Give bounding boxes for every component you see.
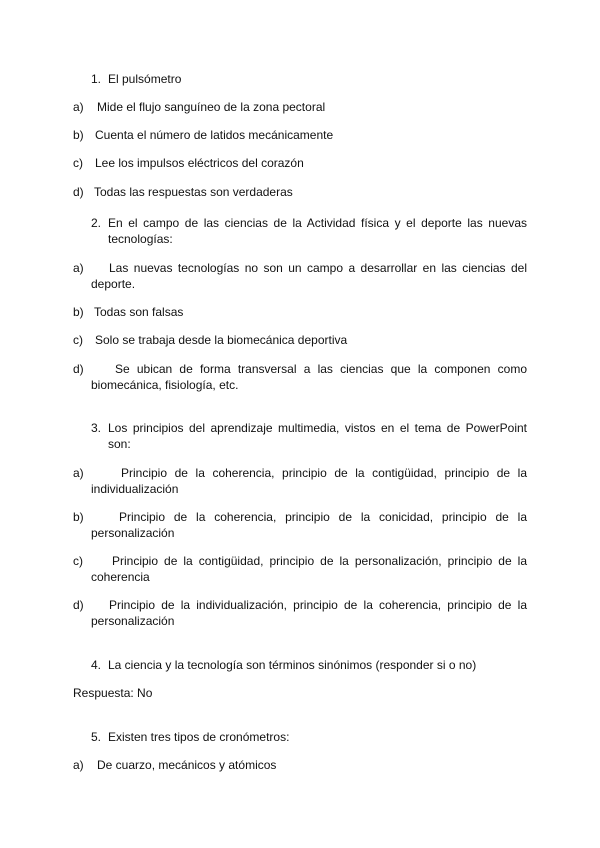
question-5 xyxy=(91,729,527,745)
question-text: La ciencia y la tecnología son términos sinónimos (responder si o no) xyxy=(108,658,477,672)
question-text: En el campo de las ciencias de la Actividad física y el deporte las nuevas tecnologías: xyxy=(108,216,527,246)
question-number: 5. xyxy=(91,730,102,744)
answer-text: Respuesta: No xyxy=(73,686,153,700)
option-letter: c) xyxy=(73,554,83,568)
question-number: 1. xyxy=(91,72,102,86)
question-3 xyxy=(91,420,527,452)
question-2-option-d xyxy=(73,361,527,393)
question-5-option-a xyxy=(73,757,527,773)
option-letter: b) xyxy=(73,510,84,524)
option-text: Solo se trabaja desde la biomecánica deportiva xyxy=(95,333,348,347)
question-1-option-b xyxy=(73,127,527,143)
option-text: Todas las respuestas son verdaderas xyxy=(94,185,293,199)
question-text: El pulsómetro xyxy=(108,72,182,86)
option-letter: d) xyxy=(73,598,84,612)
question-3-option-b xyxy=(73,509,527,541)
option-letter: a) xyxy=(73,466,84,480)
option-text: Principio de la individualización, principio de la coherencia, principio de la personalización xyxy=(91,598,527,628)
question-number: 2. xyxy=(91,216,102,230)
option-text: Principio de la coherencia, principio de la conicidad, principio de la personalización xyxy=(91,510,527,540)
question-3-option-c xyxy=(73,553,527,585)
question-1-option-c xyxy=(73,155,527,171)
option-text: Todas son falsas xyxy=(94,305,184,319)
question-1 xyxy=(91,71,527,87)
option-text: Lee los impulsos eléctricos del corazón xyxy=(95,156,304,170)
question-2 xyxy=(91,215,527,247)
question-number: 4. xyxy=(91,658,102,672)
question-1-option-a xyxy=(73,99,527,115)
option-letter: d) xyxy=(73,185,84,199)
option-text: Se ubican de forma transversal a las ciencias que la componen como biomecánica, fisiología, etc. xyxy=(91,362,527,392)
question-2-option-b xyxy=(73,304,527,320)
option-text: Las nuevas tecnologías no son un campo a desarrollar en las ciencias del deporte. xyxy=(91,261,527,291)
question-2-option-c xyxy=(73,332,527,348)
option-text: Principio de la contigüidad, principio de la personalización, principio de la coherencia xyxy=(91,554,527,584)
question-3-option-d xyxy=(73,597,527,629)
option-text: Cuenta el número de latidos mecánicamente xyxy=(95,128,334,142)
option-letter: b) xyxy=(73,128,84,142)
option-letter: a) xyxy=(73,261,84,275)
option-text: Principio de la coherencia, principio de la contigüidad, principio de la individualización xyxy=(91,466,527,496)
option-text: Mide el flujo sanguíneo de la zona pectoral xyxy=(97,100,326,114)
option-letter: c) xyxy=(73,333,83,347)
question-text: Existen tres tipos de cronómetros: xyxy=(108,730,290,744)
question-3-option-a xyxy=(73,465,527,497)
option-letter: d) xyxy=(73,362,84,376)
question-text: Los principios del aprendizaje multimedia, vistos en el tema de PowerPoint son: xyxy=(108,421,527,451)
option-letter: c) xyxy=(73,156,83,170)
option-letter: a) xyxy=(73,758,84,772)
question-1-option-d xyxy=(73,184,527,200)
option-letter: a) xyxy=(73,100,84,114)
question-number: 3. xyxy=(91,421,102,435)
option-letter: b) xyxy=(73,305,84,319)
option-text: De cuarzo, mecánicos y atómicos xyxy=(97,758,277,772)
question-4 xyxy=(91,657,527,673)
question-2-option-a xyxy=(73,260,527,292)
